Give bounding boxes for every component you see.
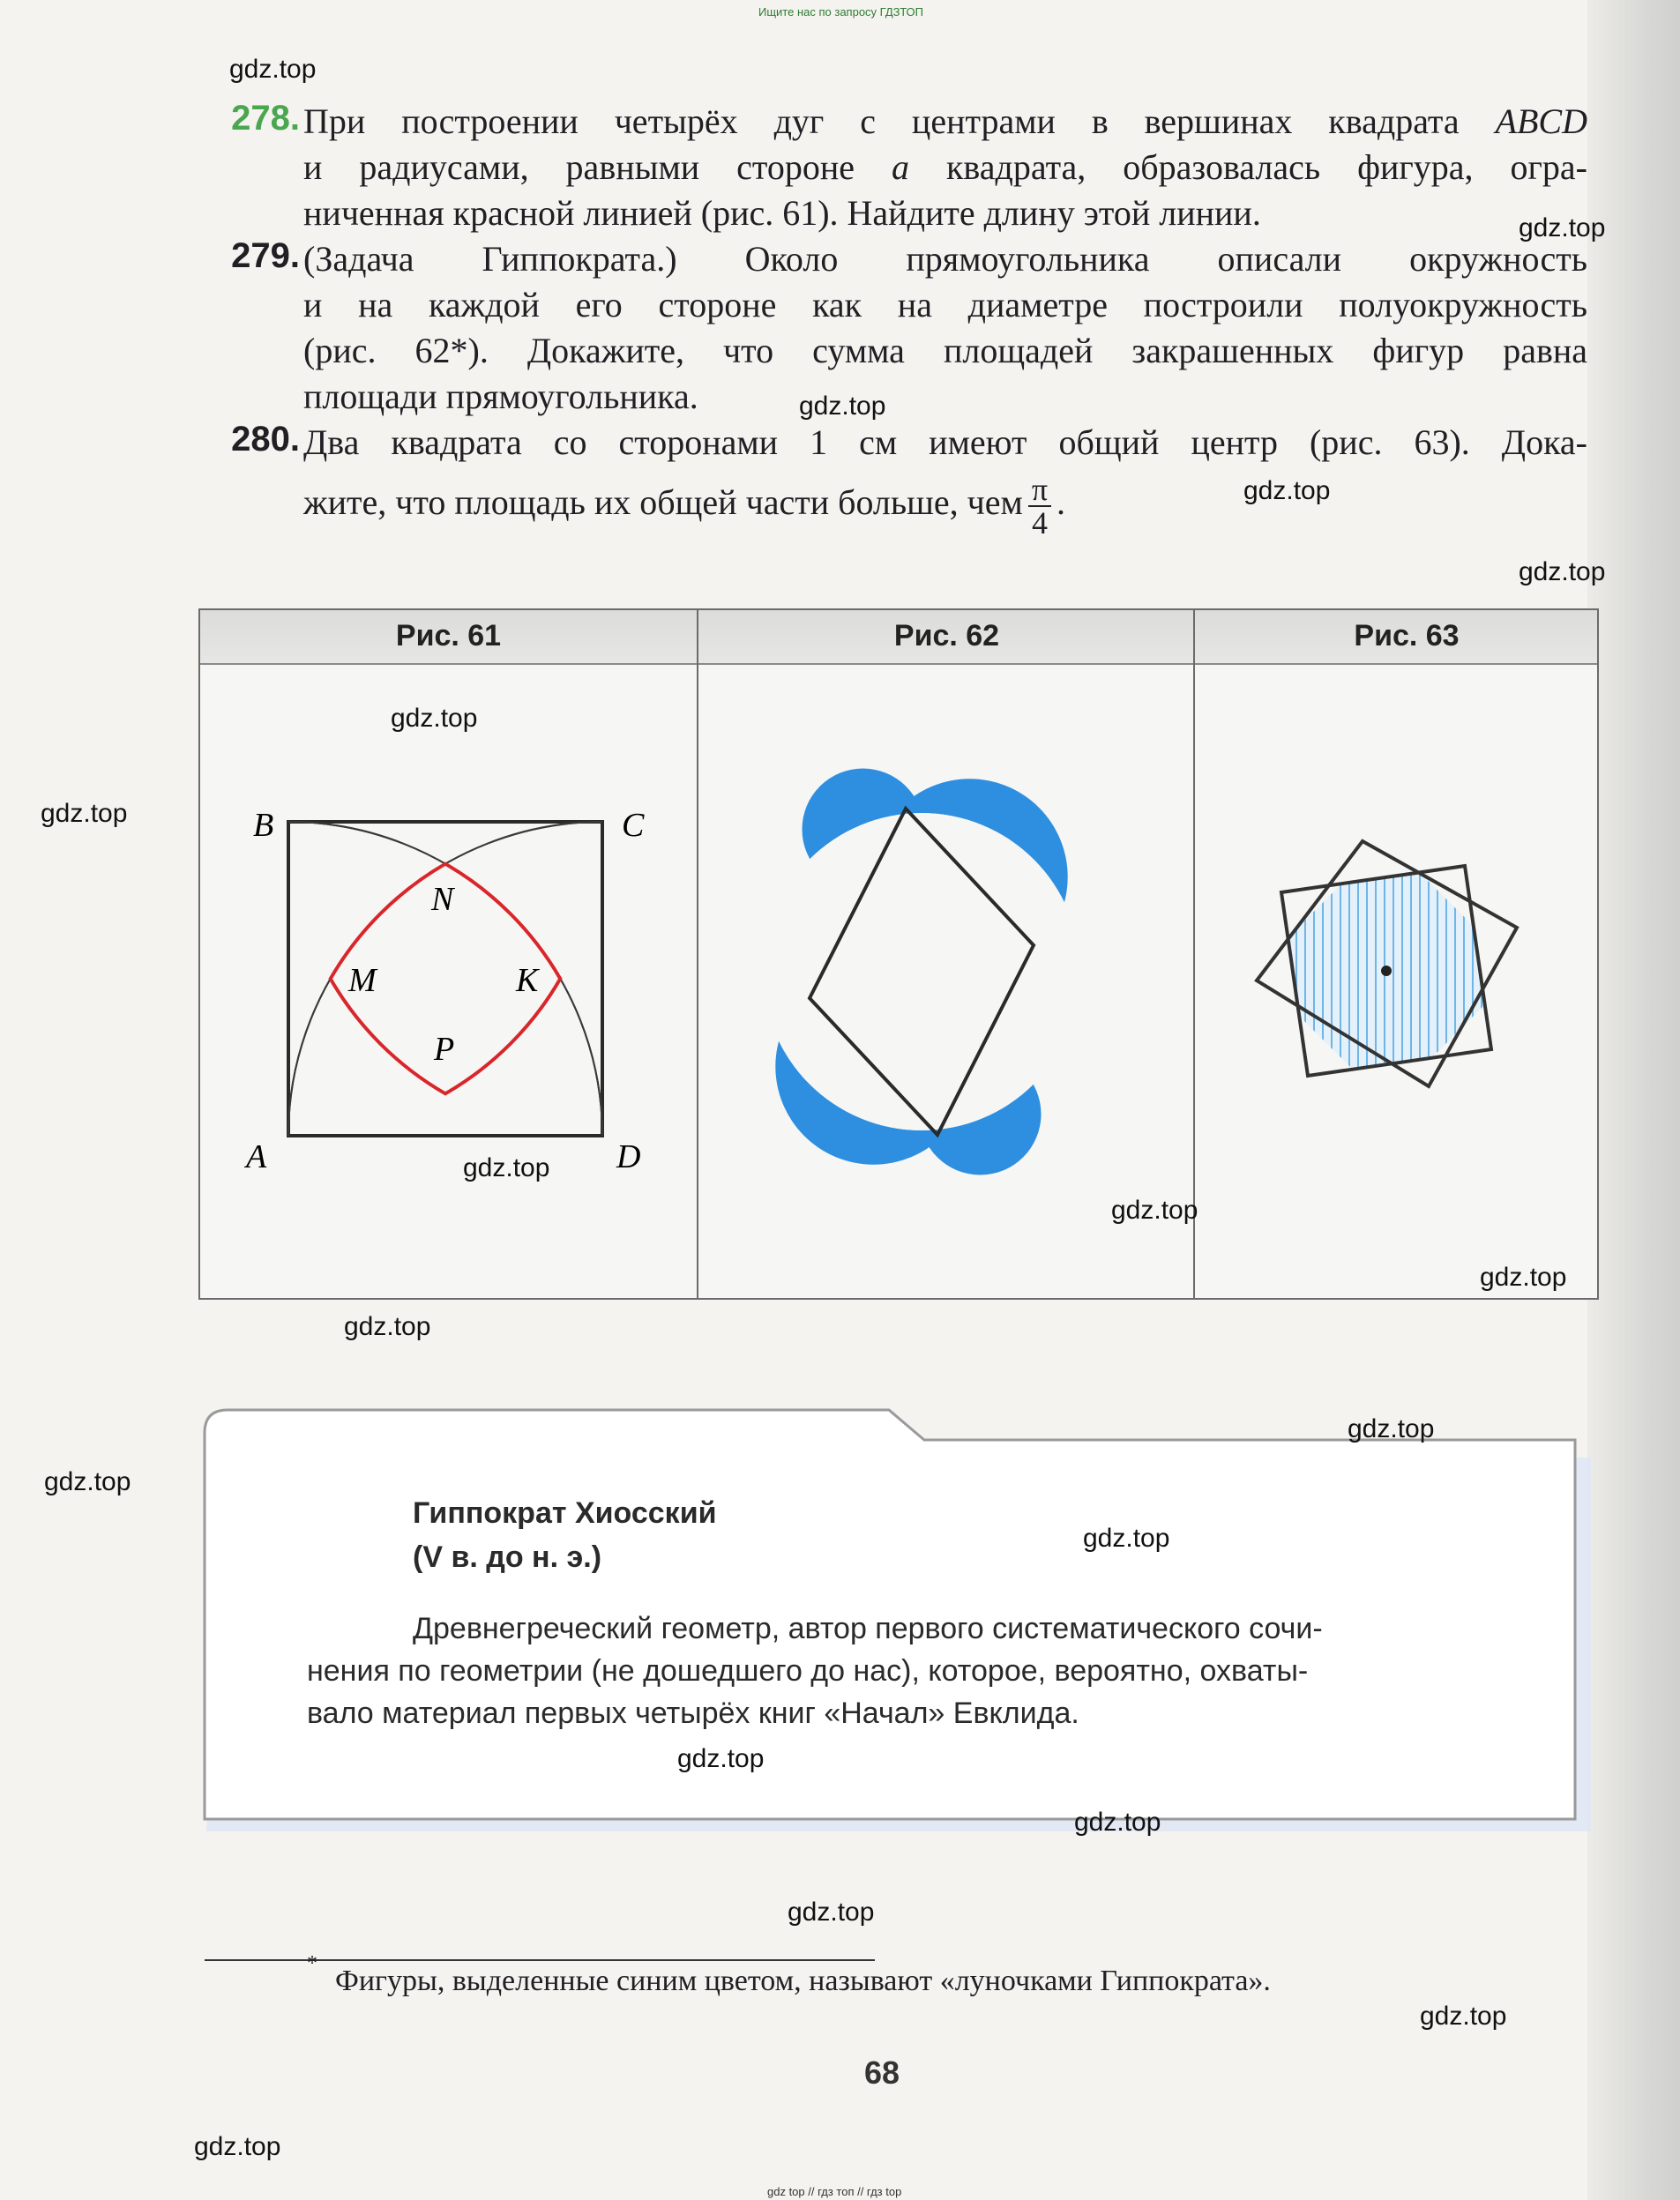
square-name: ABCD — [1495, 101, 1587, 141]
watermark: gdz.top — [1480, 1263, 1567, 1292]
problem-line: При построении четырёх дуг с центрами в вершинах квадрата ABCD — [303, 101, 1587, 141]
problem-number: 278. — [231, 99, 300, 138]
bio-line: вало материал первых четырёх книг «Начал» Евклида. — [307, 1697, 1079, 1730]
label-a: A — [246, 1138, 267, 1175]
figure-63-cell — [1193, 610, 1599, 1298]
bio-dates: (V в. до н. э.) — [413, 1540, 602, 1574]
watermark: gdz.top — [344, 1312, 431, 1341]
problem-line: ниченная красной линией (рис. 61). Найдите длину этой линии. — [303, 193, 1261, 233]
bio-line: Древнегреческий геометр, автор первого систематического сочи- — [413, 1612, 1323, 1645]
watermark: gdz.top — [463, 1153, 550, 1182]
label-p: P — [434, 1031, 455, 1068]
watermark: gdz.top — [41, 799, 128, 828]
watermark: gdz.top — [194, 2132, 281, 2161]
figure-title: Рис. 62 — [893, 619, 1000, 653]
watermark: gdz.top — [677, 1744, 765, 1773]
figure-title: Рис. 61 — [395, 619, 502, 653]
problem-line: (рис. 62*). Докажите, что сумма площадей закрашенных фигур равна — [303, 331, 1587, 370]
bottom-banner: gdz top // гдз топ // гдз top — [767, 2185, 902, 2198]
page-number: 68 — [864, 2055, 900, 2091]
watermark: gdz.top — [44, 1467, 131, 1496]
problem-line: и радиусами, равными стороне a квадрата, образовалась фигура, огра- — [303, 147, 1588, 187]
side-variable: a — [892, 147, 909, 187]
bio-title — [413, 1491, 717, 1579]
common-center — [1381, 966, 1392, 976]
watermark: gdz.top — [1519, 213, 1606, 242]
page-edge-shadow — [1587, 0, 1680, 2200]
watermark: gdz.top — [229, 55, 317, 84]
bio-paragraph — [307, 1607, 1489, 1734]
label-n: N — [431, 881, 454, 918]
watermark: gdz.top — [1083, 1524, 1170, 1553]
label-c: C — [622, 807, 645, 844]
watermark: gdz.top — [1348, 1414, 1435, 1443]
figure-title: Рис. 63 — [1354, 619, 1460, 653]
watermark: gdz.top — [788, 1898, 875, 1927]
problem-number: 279. — [231, 236, 300, 275]
problem-number: 280. — [231, 420, 300, 459]
problem-line: и на каждой его стороне как на диаметре построили полуокружность — [303, 285, 1587, 324]
watermark: gdz.top — [1243, 476, 1331, 505]
square-abcd — [288, 822, 602, 1136]
watermark: gdz.top — [799, 392, 886, 421]
footnote-rule — [205, 1959, 875, 1961]
bio-line: нения по геометрии (не дошедшего до нас), которое, вероятно, охваты- — [307, 1654, 1309, 1688]
footnote-text: Фигуры, выделенные синим цветом, называют «луночками Гиппократа». — [335, 1965, 1271, 1997]
bio-name: Гиппократ Хиосский — [413, 1496, 717, 1530]
problem-line: Два квадрата со сторонами 1 см имеют общий центр (рис. 63). Дока- — [303, 422, 1587, 462]
label-k: K — [516, 962, 539, 999]
problem-line: (Задача Гиппократа.) Около прямоугольника описали окружность — [303, 239, 1587, 279]
figure-62-drawing — [698, 610, 1195, 1298]
figure-62-cell — [697, 610, 1195, 1298]
watermark: gdz.top — [1111, 1196, 1198, 1225]
watermark: gdz.top — [1420, 2002, 1507, 2031]
problem-line: жите, что площадь их общей части больше, чем $\frac{\pi}{4}$ . — [303, 471, 1066, 541]
watermark: gdz.top — [1519, 557, 1606, 586]
label-m: M — [348, 962, 377, 999]
figure-63-drawing — [1195, 610, 1599, 1298]
arc-center-a — [288, 822, 602, 1136]
problem-line: площади прямоугольника. — [303, 377, 698, 416]
watermark: gdz.top — [1074, 1808, 1161, 1837]
arc-center-c — [288, 822, 602, 1136]
footnote — [307, 1952, 1271, 1998]
top-banner: Ищите нас по запросу ГДЗТОП — [758, 5, 924, 19]
arc-center-b — [288, 822, 602, 1136]
watermark: gdz.top — [391, 704, 478, 733]
circumscribed-circle — [763, 813, 1080, 1130]
arc-center-d — [288, 822, 602, 1136]
footnote-mark: * — [307, 1952, 317, 1975]
label-d: D — [616, 1138, 641, 1175]
fraction-pi-over-4: $\frac{\pi}{4}$ — [1028, 474, 1051, 539]
biography-box — [201, 1405, 1593, 1839]
label-b: B — [253, 807, 274, 844]
